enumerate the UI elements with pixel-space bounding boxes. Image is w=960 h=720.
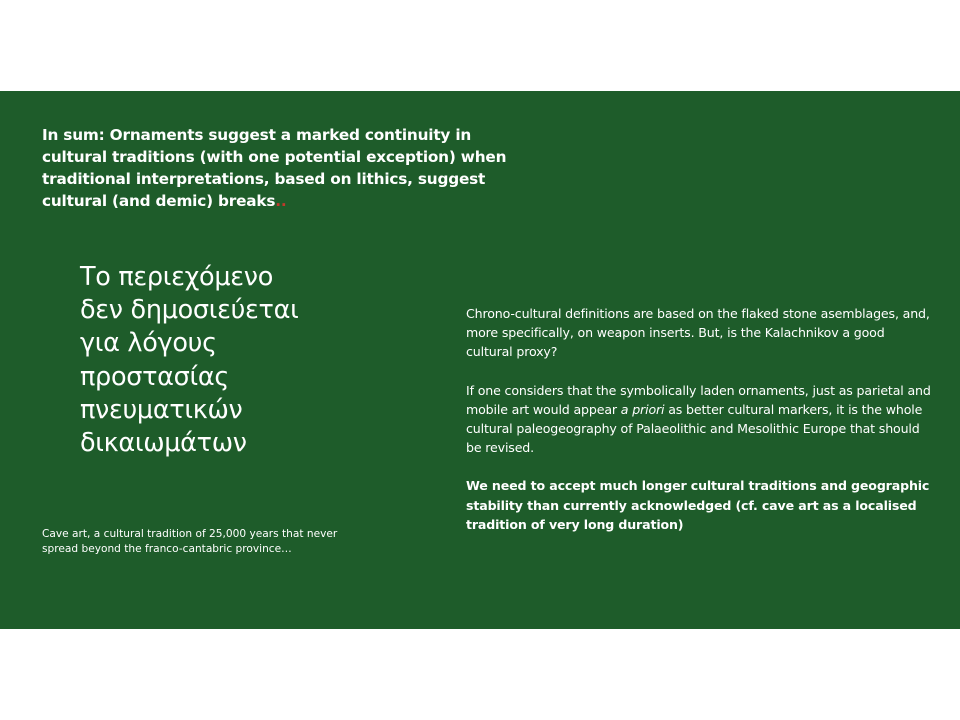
notice-line: για λόγους <box>80 328 217 359</box>
copyright-notice <box>80 261 410 460</box>
paragraph-ornaments-part2: as better cultural markers, it is the whole cultural paleogeography of Palaeolithic and Mesolithic Europe that should be revised. <box>466 401 923 456</box>
paragraph-ornaments-part1: If one considers that the symbolically laden ornaments, just as parietal and mobile art would appear <box>466 382 931 417</box>
paragraph-spacer <box>466 362 931 381</box>
notice-line: δεν δημοσιεύεται <box>80 295 299 326</box>
summary-ellipsis: .. <box>275 192 287 210</box>
image-caption: Cave art, a cultural tradition of 25,000 years that never spread beyond the franco-cantabric province… <box>42 528 338 555</box>
notice-line: δικαιωμάτων <box>80 428 247 459</box>
body-text <box>466 304 931 534</box>
paragraph-spacer <box>466 457 931 476</box>
paragraph-chrono-cultural: Chrono-cultural definitions are based on the flaked stone asemblages, and, more specifically, on weapon inserts. But, is the Kalachnikov a good cultural proxy? <box>466 306 930 360</box>
summary-text: In sum: Ornaments suggest a marked continuity in cultural traditions (with one potential exception) when traditional interpretations, based on lithics, suggest cultural (and demic) breaks <box>42 126 507 210</box>
summary-heading <box>42 124 512 212</box>
notice-line: πνευματικών <box>80 394 243 425</box>
paragraph-conclusion: We need to accept much longer cultural traditions and geographic stability than currently acknowledged (cf. cave art as a localised tradition of very long duration) <box>466 478 930 532</box>
a-priori-italic: a priori <box>620 401 665 417</box>
paragraph-ornaments <box>466 381 931 458</box>
notice-line: προστασίας <box>80 361 230 392</box>
notice-line: Το περιεχόμενο <box>80 262 274 292</box>
